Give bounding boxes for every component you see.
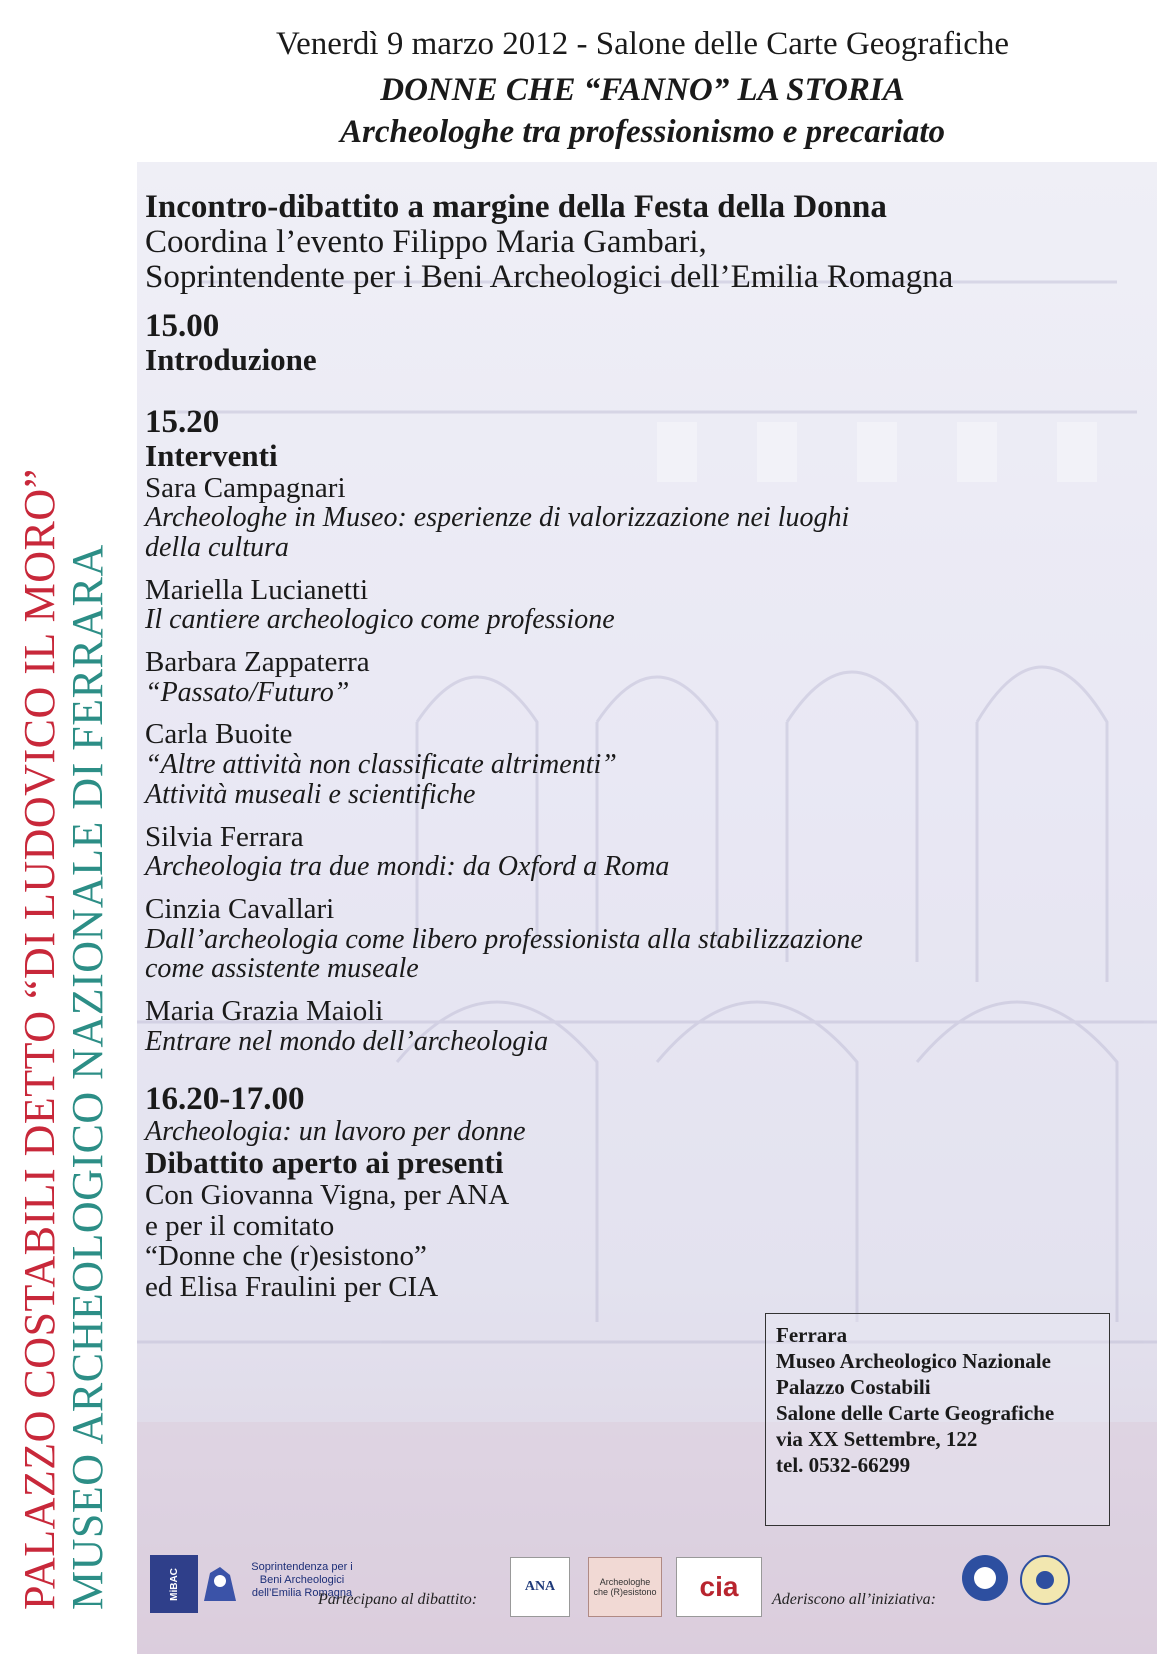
- section-introduzione: Introduzione: [145, 341, 317, 377]
- cia-logo-text: cia: [699, 1571, 739, 1602]
- archeologhe-logo-line: che (R)esistono: [593, 1587, 657, 1597]
- seal-inner-icon: [1036, 1571, 1054, 1589]
- address-palazzo: Palazzo Costabili: [776, 1375, 931, 1400]
- speaker-name: Cinzia Cavallari: [145, 892, 335, 925]
- seal-inner-icon: [974, 1567, 996, 1589]
- debate-subtitle: Archeologia: un lavoro per donne: [145, 1116, 526, 1148]
- intro-heading: Incontro-dibattito a margine della Festa della Donna: [145, 189, 887, 225]
- speaker-item: [145, 473, 1105, 563]
- program-content: [145, 190, 1105, 1303]
- talk-title: Il cantiere archeologico come professione: [145, 604, 615, 636]
- section-interventi: Interventi: [145, 437, 278, 473]
- soprintendenza-line: Beni Archeologici: [259, 1574, 345, 1587]
- speaker-name: Barbara Zappaterra: [145, 646, 370, 679]
- talk-title: Dall’archeologia come libero professionista alla stabilizzazione: [145, 923, 863, 955]
- archeologhe-resistono-logo: [588, 1557, 662, 1617]
- coordinator-role: Soprintendente per i Beni Archeologici dell’Emilia Romagna: [145, 258, 954, 295]
- side-title-museo: MUSEO ARCHEOLOGICO NAZIONALE DI FERRARA: [63, 544, 112, 1610]
- date-line: Venerdì 9 marzo 2012 - Salone delle Carte Geografiche: [275, 26, 1010, 62]
- address-phone: tel. 0532-66299: [776, 1453, 911, 1478]
- speaker-name: Carla Buoite: [145, 718, 293, 751]
- time-1500: 15.00: [145, 307, 220, 344]
- talk-title: “Altre attività non classificate altrimenti”: [145, 749, 617, 781]
- speaker-name: Maria Grazia Maioli: [145, 995, 384, 1028]
- time-1620-1700: 16.20-17.00: [145, 1081, 305, 1118]
- partecipano-label: Partecipano al dibattito:: [318, 1591, 478, 1608]
- address-salone: Salone delle Carte Geografiche: [776, 1401, 1055, 1426]
- round-seal-icon: [962, 1555, 1008, 1601]
- talk-title: Archeologhe in Museo: esperienze di valorizzazione nei luoghi: [145, 502, 850, 534]
- speaker-item: [145, 719, 1105, 809]
- address-city: Ferrara: [776, 1323, 848, 1347]
- speaker-item: [145, 996, 1105, 1056]
- address-street: via XX Settembre, 122: [776, 1427, 978, 1452]
- speaker-name: Silvia Ferrara: [145, 820, 304, 853]
- soprintendenza-line: Soprintendenza per i: [251, 1561, 353, 1573]
- side-title-palazzo: PALAZZO COSTABILI DETTO “DI LUDOVICO IL MORO”: [15, 468, 64, 1610]
- speaker-item: [145, 822, 1105, 882]
- talk-title-cont: come assistente museale: [145, 953, 419, 985]
- speaker-item: [145, 647, 1105, 707]
- speaker-item: [145, 894, 1105, 984]
- venue-address-box: [765, 1313, 1110, 1526]
- talk-title: “Passato/Futuro”: [145, 676, 350, 708]
- section-dibattito: Dibattito aperto ai presenti: [145, 1145, 504, 1181]
- cia-logo: [676, 1557, 762, 1617]
- debate-line: ed Elisa Fraulini per CIA: [145, 1271, 439, 1304]
- mibac-logo-text: MiBAC: [168, 1567, 180, 1601]
- soprintendenza-emblem-icon: [200, 1559, 240, 1609]
- mibac-logo: [150, 1555, 198, 1613]
- ana-logo-text: ANA: [524, 1579, 556, 1594]
- event-title: DONNE CHE “FANNO” LA STORIA: [380, 72, 905, 108]
- debate-line: e per il comitato: [145, 1209, 335, 1242]
- footer-logos: [150, 1555, 1150, 1625]
- university-seal-icon: [1020, 1555, 1070, 1605]
- talk-title: Entrare nel mondo dell’archeologia: [145, 1025, 549, 1057]
- time-1520: 15.20: [145, 403, 220, 440]
- aderiscono-label: Aderiscono all’iniziativa:: [772, 1591, 936, 1608]
- soprintendenza-line: dell’Emilia Romagna: [251, 1587, 353, 1600]
- address-museum: Museo Archeologico Nazionale: [776, 1349, 1051, 1374]
- talk-title-cont: della cultura: [145, 531, 289, 563]
- ana-logo: [510, 1557, 570, 1617]
- talk-title-cont: Attività museali e scientifiche: [145, 778, 476, 810]
- coordinator-line: Coordina l’evento Filippo Maria Gambari,: [145, 223, 707, 260]
- speaker-name: Mariella Lucianetti: [145, 573, 369, 606]
- archeologhe-logo-line: Archeologhe: [599, 1577, 651, 1587]
- debate-line: “Donne che (r)esistono”: [145, 1240, 427, 1273]
- event-subtitle: Archeologhe tra professionismo e precariato: [339, 114, 945, 150]
- speaker-name: Sara Campagnari: [145, 471, 346, 504]
- debate-line: Con Giovanna Vigna, per ANA: [145, 1178, 510, 1211]
- speaker-item: [145, 575, 1105, 635]
- talk-title: Archeologia tra due mondi: da Oxford a Roma: [145, 851, 670, 883]
